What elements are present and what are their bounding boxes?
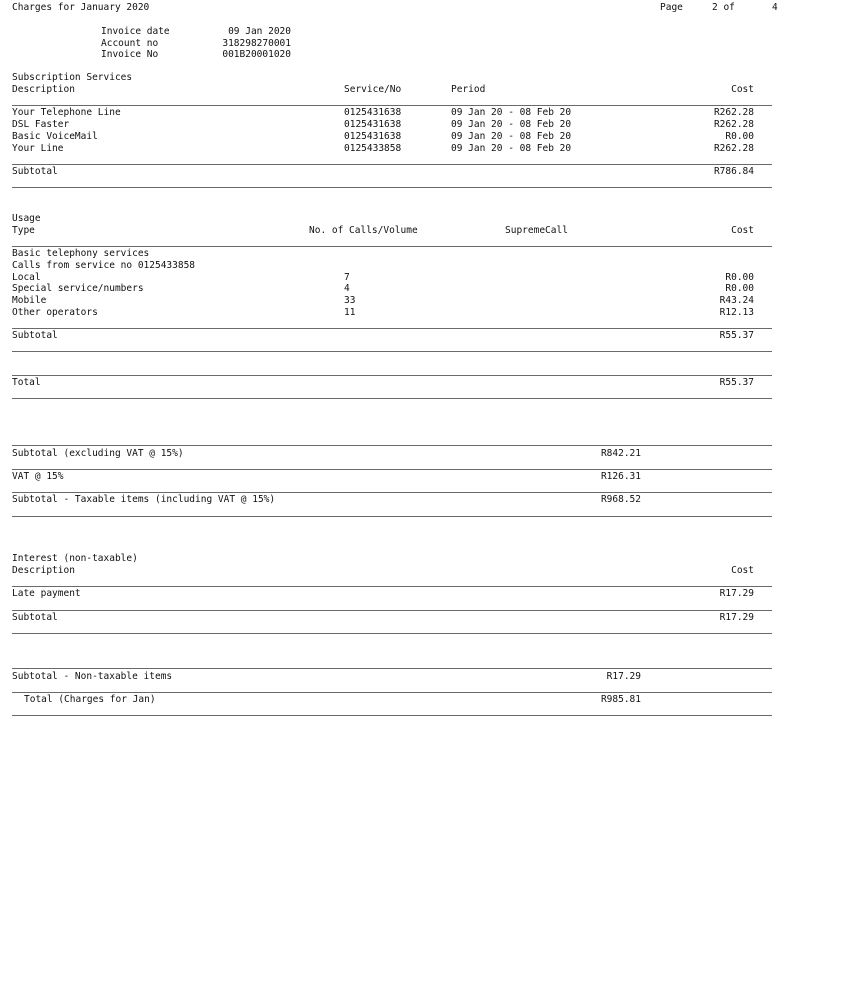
subscription-col-service: Service/No [344, 84, 402, 95]
subscription-period: 09 Jan 20 - 08 Feb 20 [451, 143, 572, 154]
interest-subtotal-label: Subtotal [12, 612, 58, 623]
usage-subtotal-label: Subtotal [12, 330, 58, 341]
usage-cost: R0.00 [725, 283, 754, 294]
subscription-section-title: Subscription Services [12, 72, 133, 83]
usage-total-value: R55.37 [719, 377, 754, 388]
invoice-date-value: 09 Jan 2020 [228, 26, 291, 37]
subscription-service-no: 0125431638 [344, 107, 402, 118]
document-title: Charges for January 2020 [12, 2, 150, 13]
nontaxable-subtotal-label: Subtotal - Non-taxable items [12, 671, 173, 682]
total-charges-label: Total (Charges for Jan) [24, 694, 156, 705]
usage-col-type: Type [12, 225, 35, 236]
interest-col-description: Description [12, 565, 75, 576]
invoice-date-label: Invoice date [101, 26, 170, 37]
subscription-description: DSL Faster [12, 119, 70, 130]
usage-type: Other operators [12, 307, 98, 318]
page-total: 4 [772, 2, 778, 13]
usage-col-calls: No. of Calls/Volume [309, 225, 418, 236]
subscription-description: Your Line [12, 143, 64, 154]
divider [12, 164, 772, 165]
subscription-description: Basic VoiceMail [12, 131, 98, 142]
subscription-service-no: 0125433858 [344, 143, 402, 154]
divider [12, 610, 772, 611]
divider [12, 328, 772, 329]
divider [12, 375, 772, 376]
interest-section-title: Interest (non-taxable) [12, 553, 138, 564]
usage-type: Special service/numbers [12, 283, 144, 294]
usage-type: Local [12, 272, 41, 283]
usage-cost: R12.13 [719, 307, 754, 318]
usage-calls: 33 [344, 295, 356, 306]
subscription-col-cost: Cost [731, 84, 754, 95]
usage-calls: 7 [344, 272, 350, 283]
divider [12, 246, 772, 247]
subtotal-incl-vat-value: R968.52 [600, 494, 641, 505]
subscription-description: Your Telephone Line [12, 107, 121, 118]
subscription-period: 09 Jan 20 - 08 Feb 20 [451, 119, 572, 130]
divider [12, 633, 772, 634]
divider [12, 715, 772, 716]
interest-subtotal-value: R17.29 [719, 612, 754, 623]
vat-value: R126.31 [600, 471, 641, 482]
subscription-subtotal-value: R786.84 [713, 166, 754, 177]
divider [12, 516, 772, 517]
usage-section-title: Usage [12, 213, 41, 224]
nontaxable-subtotal-value: R17.29 [606, 671, 641, 682]
usage-calls: 4 [344, 283, 350, 294]
subscription-period: 09 Jan 20 - 08 Feb 20 [451, 107, 572, 118]
invoice-no-value: 001B20001020 [222, 49, 291, 60]
divider [12, 398, 772, 399]
subscription-col-period: Period [451, 84, 486, 95]
usage-calls: 11 [344, 307, 356, 318]
divider [12, 105, 772, 106]
subscription-period: 09 Jan 20 - 08 Feb 20 [451, 131, 572, 142]
invoice-no-label: Invoice No [101, 49, 159, 60]
divider [12, 445, 772, 446]
subscription-cost: R262.28 [713, 119, 754, 130]
usage-type: Mobile [12, 295, 47, 306]
usage-subtotal-value: R55.37 [719, 330, 754, 341]
late-payment-label: Late payment [12, 588, 81, 599]
divider [12, 668, 772, 669]
interest-col-cost: Cost [731, 565, 754, 576]
divider [12, 692, 772, 693]
account-no-value: 318298270001 [222, 38, 291, 49]
subscription-cost: R262.28 [713, 143, 754, 154]
divider [12, 351, 772, 352]
subscription-subtotal-label: Subtotal [12, 166, 58, 177]
page-current: 2 of [712, 2, 735, 13]
subtotal-incl-vat-label: Subtotal - Taxable items (including VAT @ 15%) [12, 494, 276, 505]
subscription-service-no: 0125431638 [344, 119, 402, 130]
usage-total-label: Total [12, 377, 41, 388]
usage-calls-from: Calls from service no 0125433858 [12, 260, 196, 271]
divider [12, 492, 772, 493]
usage-col-cost: Cost [731, 225, 754, 236]
usage-col-supremecall: SupremeCall [505, 225, 568, 236]
usage-group-label: Basic telephony services [12, 248, 150, 259]
divider [12, 469, 772, 470]
usage-cost: R43.24 [719, 295, 754, 306]
subtotal-excl-vat-label: Subtotal (excluding VAT @ 15%) [12, 448, 184, 459]
subtotal-excl-vat-value: R842.21 [600, 448, 641, 459]
page-label: Page [660, 2, 683, 13]
account-no-label: Account no [101, 38, 159, 49]
subscription-cost: R0.00 [725, 131, 754, 142]
vat-label: VAT @ 15% [12, 471, 64, 482]
usage-cost: R0.00 [725, 272, 754, 283]
total-charges-value: R985.81 [600, 694, 641, 705]
divider [12, 586, 772, 587]
divider [12, 187, 772, 188]
subscription-service-no: 0125431638 [344, 131, 402, 142]
subscription-col-description: Description [12, 84, 75, 95]
late-payment-value: R17.29 [719, 588, 754, 599]
subscription-cost: R262.28 [713, 107, 754, 118]
